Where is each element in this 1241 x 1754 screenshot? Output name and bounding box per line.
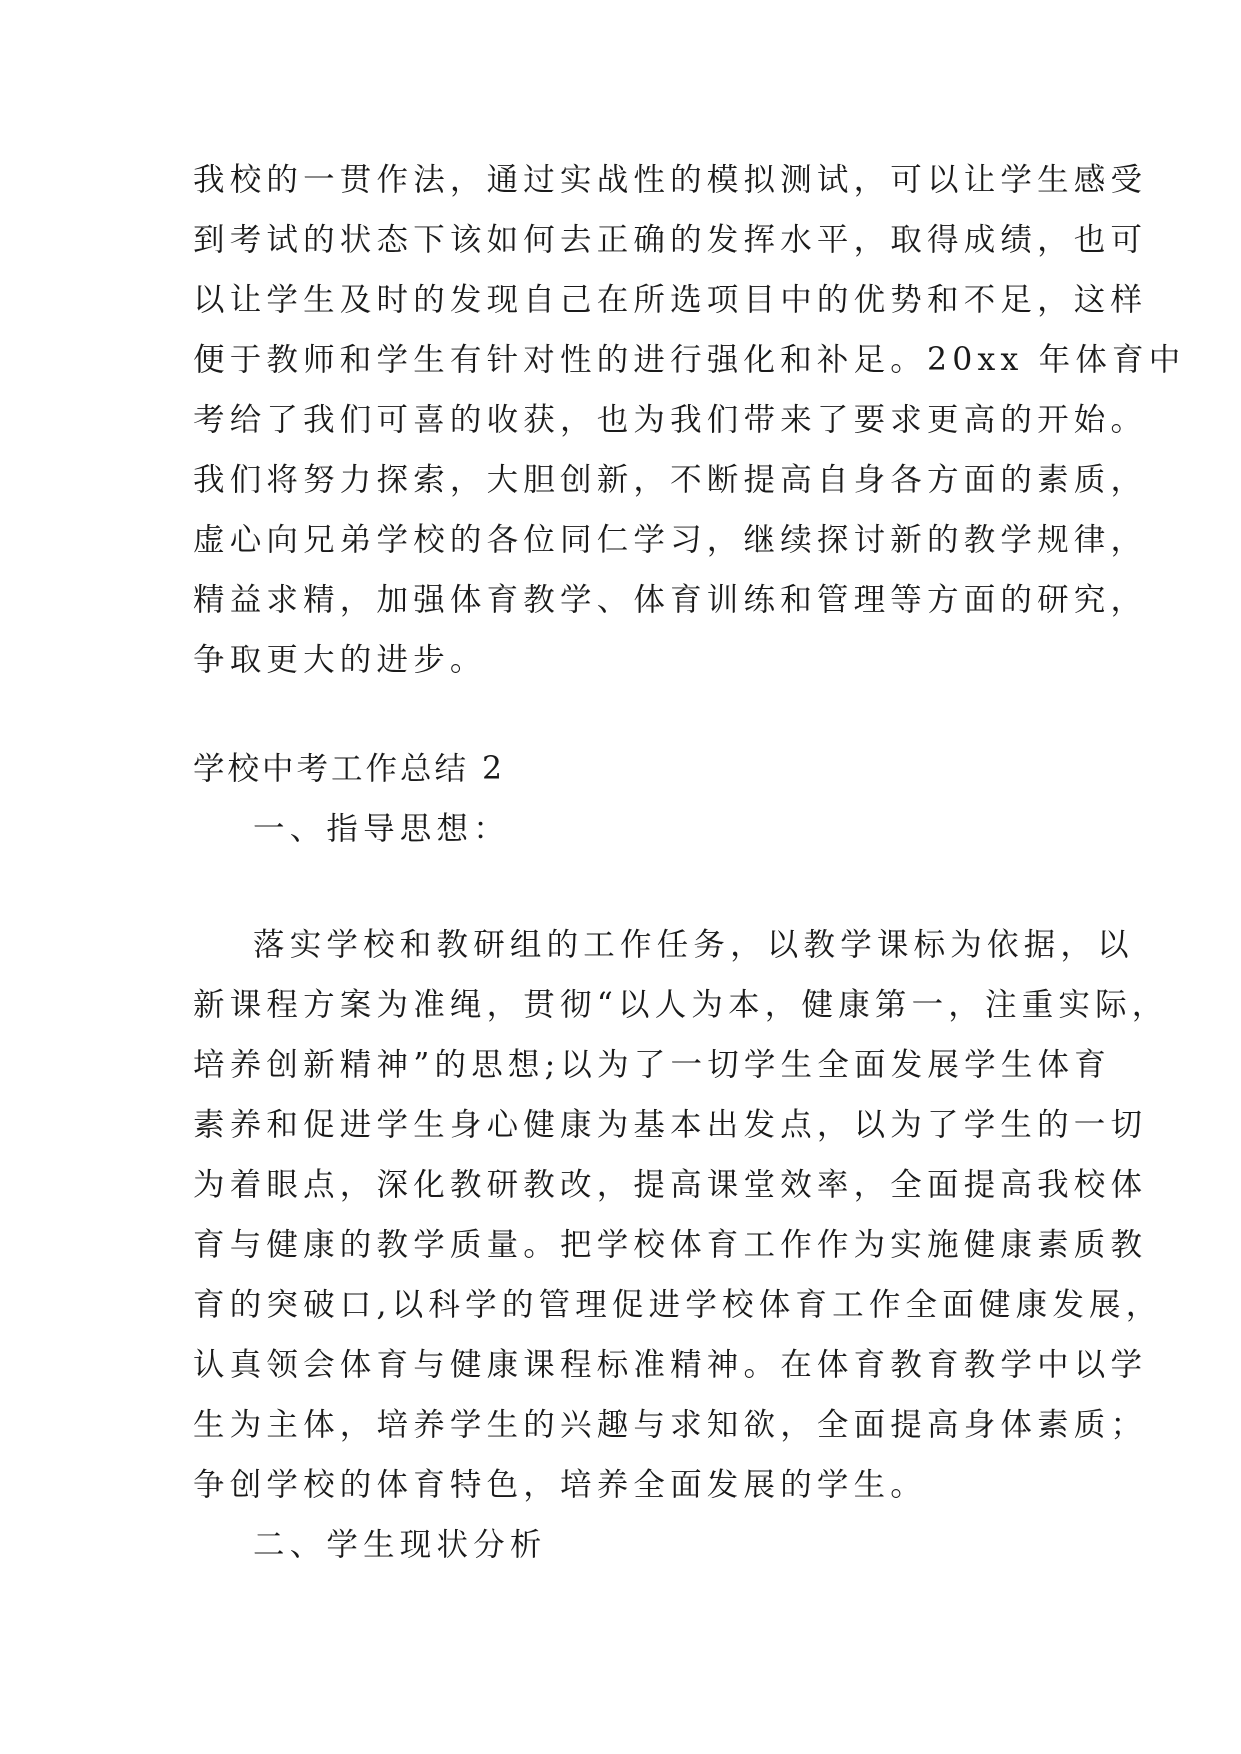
paragraph-1-line-5: 考给了我们可喜的收获，也为我们带来了要求更高的开始。 [193,402,1148,438]
paragraph-1-line-3: 以让学生及时的发现自己在所选项目中的优势和不足，这样 [193,282,1148,318]
paragraph-2-line-2: 新课程方案为准绳，贯彻“以人为本，健康第一，注重实际， [193,987,1169,1023]
paragraph-1-line-1: 我校的一贯作法，通过实战性的模拟测试，可以让学生感受 [193,162,1148,198]
heading-guiding-ideology: 一、指导思想： [253,811,510,847]
paragraph-1-line-7: 虚心向兄弟学校的各位同仁学习，继续探讨新的教学规律， [193,522,1148,558]
paragraph-1-line-4: 便于教师和学生有针对性的进行强化和补足。20xx 年体育中 [193,342,1186,378]
paragraph-1-line-9: 争取更大的进步。 [193,642,487,678]
heading-student-status-analysis: 二、学生现状分析 [253,1527,547,1563]
paragraph-2-line-7: 育的突破口,以科学的管理促进学校体育工作全面健康发展， [193,1287,1163,1323]
paragraph-1-line-2: 到考试的状态下该如何去正确的发挥水平，取得成绩，也可 [193,222,1148,258]
paragraph-1-line-8: 精益求精，加强体育教学、体育训练和管理等方面的研究， [193,582,1148,618]
paragraph-2-line-4: 素养和促进学生身心健康为基本出发点，以为了学生的一切 [193,1107,1148,1143]
paragraph-2-line-10: 争创学校的体育特色，培养全面发展的学生。 [193,1467,928,1503]
paragraph-2-line-9: 生为主体，培养学生的兴趣与求知欲，全面提高身体素质； [193,1407,1148,1443]
paragraph-2-line-5: 为着眼点，深化教研教改，提高课堂效率，全面提高我校体 [193,1167,1148,1203]
paragraph-2-line-3: 培养创新精神”的思想;以为了一切学生全面发展学生体育 [193,1047,1111,1083]
paragraph-2-line-8: 认真领会体育与健康课程标准精神。在体育教育教学中以学 [193,1347,1148,1383]
section-title: 学校中考工作总结 2 [193,751,506,787]
paragraph-1-line-6: 我们将努力探索，大胆创新，不断提高自身各方面的素质， [193,462,1148,498]
paragraph-2-line-1: 落实学校和教研组的工作任务，以教学课标为依据，以 [253,927,1134,963]
paragraph-2-line-6: 育与健康的教学质量。把学校体育工作作为实施健康素质教 [193,1227,1148,1263]
